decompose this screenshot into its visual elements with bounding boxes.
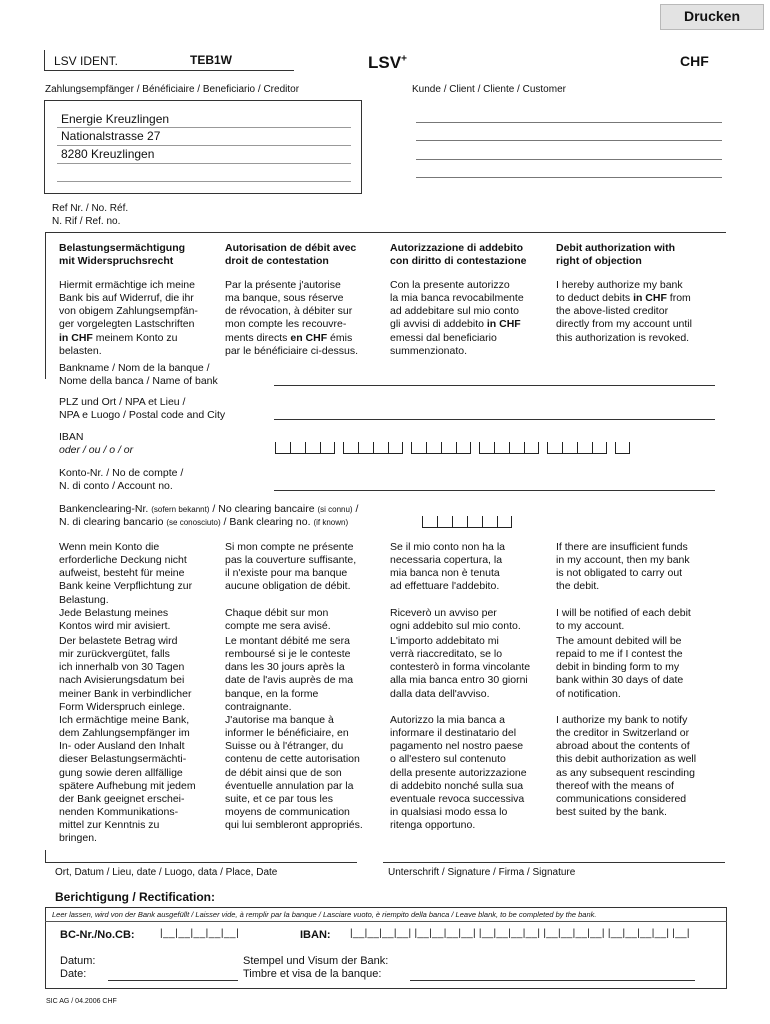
bc-label: BC-Nr./No.CB: <box>60 929 135 941</box>
lsv-ident-label: LSV IDENT. <box>54 54 119 68</box>
stamp-label-2: Timbre et visa de la banque: <box>243 968 382 980</box>
term-en-3: The amount debited will be repaid to me if I contest the debit in binding form to my bank within 30 days of date of notification. <box>556 635 684 700</box>
clearing-label-2-h: / Bank clearing no. <box>220 516 314 528</box>
customer-label: Kunde / Client / Cliente / Customer <box>412 84 566 95</box>
creditor-rule-1 <box>57 127 351 128</box>
lsv-ident-value[interactable]: TEB1W <box>190 53 232 67</box>
customer-line-1[interactable] <box>416 122 722 123</box>
term-fr-2: Chaque débit sur mon compte me sera avisé. <box>225 607 331 633</box>
creditor-rule-4 <box>57 181 351 182</box>
auth-heading-en: Debit authorization with right of objection <box>556 242 675 268</box>
header-underline <box>44 70 294 71</box>
rectification-divider <box>45 921 727 922</box>
term-it-4: Autorizzo la mia banca a informare il destinatario del pagamento nel nostro paese o all'estero sul contenuto della presente autorizzazione di addebito nonché sulla sua eventuale revoca successiva in qualsiasi modo essa lo ritenga opportuno. <box>390 714 527 831</box>
footer-code: SIC AG / 04.2006 CHF <box>46 998 117 1005</box>
auth-text-en-a: I hereby authorize my bank to deduct debits <box>556 279 683 305</box>
place-date-input[interactable] <box>45 862 357 863</box>
plz-input[interactable] <box>274 419 715 420</box>
auth-text-fr-b: en CHF <box>290 331 328 344</box>
bankname-input[interactable] <box>274 385 715 386</box>
term-fr-4: J'autorise ma banque à informer le bénéficiaire, en Suisse ou à l'étranger, du contenu de cette autorisation de débit ainsi que de son éventuelle annulation par la suite, et ce par tous les moyens de communication qui lui sembleront appropriés. <box>225 714 363 831</box>
form-title-sup: + <box>401 53 407 65</box>
creditor-line-3[interactable]: 8280 Kreuzlingen <box>61 147 155 161</box>
auth-text-fr-a: Par la présente j'autorise ma banque, sous réserve de révocation, à débiter sur mon compte les recouvre- ments directs <box>225 279 353 344</box>
creditor-line-2[interactable]: Nationalstrasse 27 <box>61 129 161 143</box>
term-it-3: L'importo addebitato mi verrà riaccreditato, se lo contesterò in forma vincolante alla mia banca entro 30 giorni dalla data dell'avviso. <box>390 635 531 700</box>
clearing-label-2-f: N. di clearing bancario <box>59 516 167 528</box>
place-date-label: Ort, Datum / Lieu, date / Luogo, data / Place, Date <box>55 867 278 878</box>
auth-text-it <box>390 279 524 358</box>
iban-rect-label: IBAN: <box>300 929 331 941</box>
print-button[interactable]: Drucken <box>660 4 764 30</box>
konto-label: Konto-Nr. / No de compte / N. di conto / Account no. <box>59 467 184 493</box>
auth-text-de-a: Hiermit ermächtige ich meine Bank bis auf Widerruf, die ihr von obigem Zahlungsempfän- ger vorgelegten Lastschriften <box>59 279 198 331</box>
auth-text-en <box>556 279 692 345</box>
auth-text-it-c: emessi dal beneficiario summenzionato. <box>390 331 497 357</box>
clearing-label-1-b: (sofern bekannt) <box>151 505 210 514</box>
stamp-label-1: Stempel und Visum der Bank: <box>243 955 389 967</box>
creditor-rule-2 <box>57 145 351 146</box>
currency-label: CHF <box>680 53 709 69</box>
form-title <box>368 52 407 73</box>
creditor-line-1[interactable]: Energie Kreuzlingen <box>61 112 170 126</box>
clearing-label-2-g: (se conosciuto) <box>166 518 221 527</box>
creditor-rule-3 <box>57 163 351 164</box>
form-title-text: LSV <box>368 53 402 72</box>
auth-heading-it: Autorizzazione di addebito con diritto di contestazione <box>390 242 527 268</box>
auth-text-de-c: meinem Konto zu belasten. <box>59 331 178 357</box>
customer-line-4[interactable] <box>416 177 722 178</box>
datum-label: Datum: <box>60 955 96 967</box>
clearing-label-1-e: / <box>352 503 359 515</box>
ref-label-1: Ref Nr. / No. Réf. <box>52 203 129 214</box>
iban-rect-input[interactable]: |__|__|__|__| |__|__|__|__| |__|__|__|__| |__|__|__|__| |__|__|__|__| |__| <box>350 928 690 939</box>
auth-text-it-a: Con la presente autorizzo la mia banca revocabilmente ad addebitare sul mio conto gli avvisi di addebito <box>390 279 524 331</box>
term-de-2: Jede Belastung meines Kontos wird mir avisiert. <box>59 607 171 633</box>
signature-input[interactable] <box>383 862 725 863</box>
rectification-note: Leer lassen, wird von der Bank ausgefüllt / Laisser vide, à remplir par la banque / Lasciare vuoto, è riempito della banca / Leave blank, to be completed by the bank. <box>52 910 597 919</box>
auth-text-fr <box>225 279 358 358</box>
term-de-4: Ich ermächtige meine Bank, dem Zahlungsempfänger im In- oder Ausland den Inhalt dieser Belastungsermächti- gung sowie deren allfällige spätere Aufhebung mit jedem der Bank geeignet erschei- nenden Kommunikations- mittel zur Kenntnis zu bringen. <box>59 714 196 845</box>
header-left-bracket <box>44 50 45 70</box>
term-de-1: Wenn mein Konto die erforderliche Deckung nicht aufweist, besteht für meine Bank keine Verpflichtung zur Belastung. <box>59 541 193 606</box>
iban-input[interactable] <box>275 442 630 454</box>
iban-label: IBAN <box>59 431 84 443</box>
term-it-1: Se il mio conto non ha la necessaria copertura, la mia banca non è tenuta ad effettuare l'addebito. <box>390 541 505 593</box>
creditor-label: Zahlungsempfänger / Bénéficiaire / Beneficiario / Creditor <box>45 84 300 95</box>
bc-input[interactable]: |__|__|__|__|__| <box>160 928 240 939</box>
rect-date-input[interactable] <box>108 980 238 981</box>
stamp-input[interactable] <box>410 980 695 981</box>
konto-input[interactable] <box>274 490 715 491</box>
term-fr-1: Si mon compte ne présente pas la couverture suffisante, il n'existe pour ma banque aucune obligation de débit. <box>225 541 357 593</box>
term-en-2: I will be notified of each debit to my account. <box>556 607 691 633</box>
signature-label: Unterschrift / Signature / Firma / Signature <box>388 867 576 878</box>
auth-text-en-b: in CHF <box>633 292 667 305</box>
clearing-input[interactable] <box>422 516 512 528</box>
auth-text-it-b: in CHF <box>486 318 521 331</box>
auth-text-fr-c: émis par le bénéficiaire ci-dessus. <box>225 331 359 357</box>
clearing-label-2-i: (if known) <box>313 518 349 527</box>
plz-label: PLZ und Ort / NPA et Lieu / NPA e Luogo / Postal code and City <box>59 396 226 422</box>
place-date-bracket <box>45 850 46 862</box>
auth-text-en-c: from the above-listed creditor directly from my account until this authorization is revoked. <box>556 292 692 344</box>
clearing-label-1-d: (si connu) <box>317 505 353 514</box>
term-it-2: Riceverò un avviso per ogni addebito sul mio conto. <box>390 607 521 633</box>
bankname-label: Bankname / Nom de la banque / Nome della banca / Name of bank <box>59 362 218 388</box>
term-fr-3: Le montant débité me sera remboursé si je le conteste dans les 30 jours après la date de l'avis auprès de ma banque, en la forme contraignante. <box>225 635 354 713</box>
clearing-label-2 <box>59 516 348 529</box>
term-de-3: Der belastete Betrag wird mir zurückvergütet, falls ich innerhalb von 30 Tagen nach Avisierungsdatum bei meiner Bank in verbindlicher Form Widerspruch einlege. <box>59 635 192 713</box>
customer-line-2[interactable] <box>416 140 722 141</box>
clearing-label-1-c: / No clearing bancaire <box>209 503 318 515</box>
clearing-label-1-a: Bankenclearing-Nr. <box>59 503 152 515</box>
term-en-4: I authorize my bank to notify the creditor in Switzerland or abroad about the contents of this debit authorization as well as any subsequent rescinding thereof with the means of communications considered best suited by the bank. <box>556 714 697 818</box>
auth-text-de <box>59 279 198 358</box>
term-en-1: If there are insufficient funds in my account, then my bank is not obligated to carry out the debit. <box>556 541 690 593</box>
ref-label-2: N. Rif / Ref. no. <box>52 216 121 227</box>
auth-text-de-b: in CHF <box>59 331 93 344</box>
auth-heading-fr: Autorisation de débit avec droit de contestation <box>225 242 357 268</box>
iban-sublabel: oder / ou / o / or <box>59 444 134 456</box>
customer-line-3[interactable] <box>416 159 722 160</box>
auth-heading-de: Belastungsermächtigung mit Widerspruchsrecht <box>59 242 186 268</box>
rectification-title: Berichtigung / Rectification: <box>55 890 216 904</box>
date-label: Date: <box>60 968 87 980</box>
clearing-label-1 <box>59 503 358 516</box>
